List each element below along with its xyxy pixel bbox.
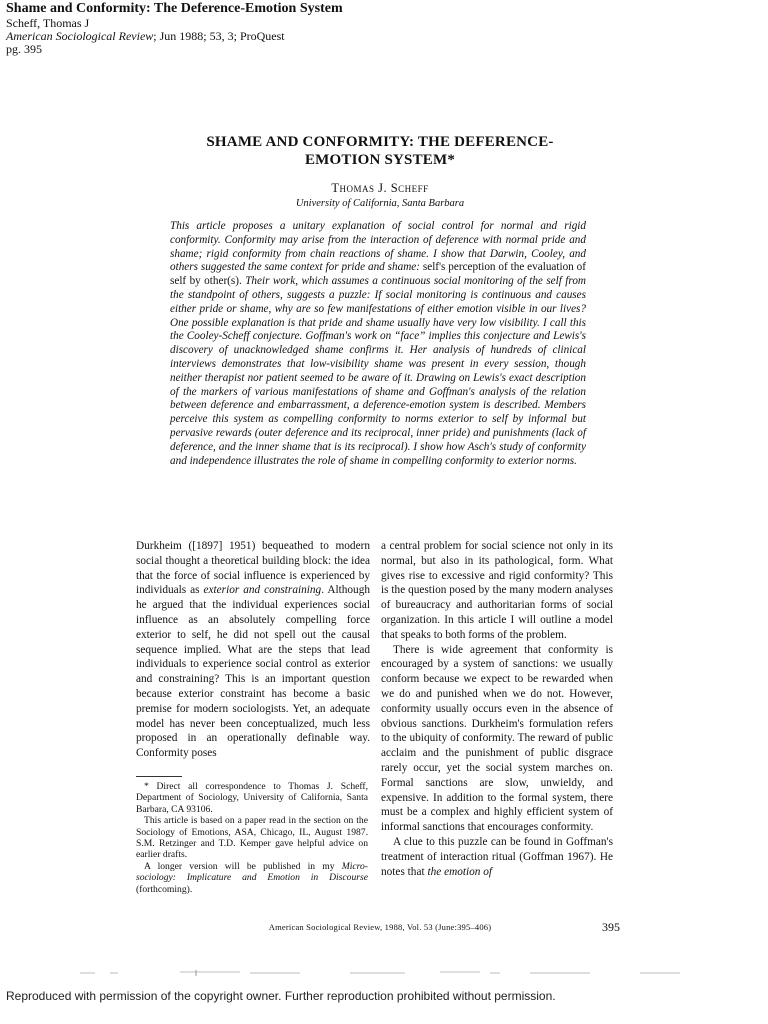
scan-artifact-lines (0, 970, 768, 976)
proquest-title: Shame and Conformity: The Deference-Emotion System (6, 1, 343, 16)
right-paragraph-3 (381, 835, 613, 879)
page-number: 395 (602, 920, 620, 934)
left-paragraph-1 (136, 539, 370, 761)
left-p1-text-a: Durkheim ([1897] 1951) bequeathed to modern social thought a theoretical building block: the idea that the force of social influence is experienced by individuals as (136, 540, 370, 597)
proquest-header (6, 1, 446, 56)
abstract-part-2: self's perception of the evaluation of self by other(s). (170, 261, 586, 288)
body-right-column (381, 539, 613, 879)
abstract-part-1: This article proposes a unitary explanation of social control for normal and rigid conformity. Conformity may arise from the interaction of deference with normal pride and shame; rigid conformity from chain reactions of shame. I show that Darwin, Cooley, and others suggested the same context for pride and shame: (170, 220, 586, 274)
right-paragraph-1: a central problem for social science not only in its normal, but also in its pathological, form. What gives rise to excessive and rigid conformity? This is the question posed by the many modern analyses of bureaucracy and authoritarian forms of social organization. In this article I will outline a model that speaks to both forms of the problem. (381, 540, 613, 641)
abstract (170, 220, 586, 468)
footnote-rule (136, 776, 182, 777)
proquest-journal: American Sociological Review (6, 29, 154, 43)
left-p1-emphasis: exterior and constraining (203, 584, 322, 597)
footnote-3-text-b: (forthcoming). (136, 883, 193, 895)
article-title-line-1: SHAME AND CONFORMITY: THE DEFERENCE- (206, 134, 554, 150)
footnote-2: This article is based on a paper read in the section on the Sociology of Emotions, ASA, Chicago, IL, August 1987. S.M. Retzinger and T.D. Kemper gave helpful advice on earlier drafts. (136, 815, 368, 861)
proquest-author: Scheff, Thomas J (6, 16, 90, 30)
footnote-1: * Direct all correspondence to Thomas J. Scheff, Department of Sociology, University of California, Santa Barbara, CA 93106. (136, 781, 368, 815)
copyright-notice: Reproduced with permission of the copyright owner. Further reproduction prohibited without permission. (6, 989, 556, 1003)
article-author: Thomas J. Scheff (331, 181, 429, 195)
right-p3-text-a: A clue to this puzzle can be found in Goffman's treatment of interaction ritual (Goffman 1967). He notes that (381, 835, 613, 878)
footnote-3 (136, 861, 368, 895)
running-footer: American Sociological Review, 1988, Vol. 53 (June:395–406) (268, 922, 492, 932)
abstract-part-3: Their work, which assumes a continuous social monitoring of the self from the standpoint of others, suggests a puzzle: If social monitoring is continuous and causes either pride or shame, why are so few manifestations of either emotion visible in our lives? One possible explanation is that pride and shame usually have very low visibility. I call this the Cooley-Scheff conjecture. Goffman's work on “face” implies this conjecture and Lewis's discovery of unacknowledged shame confirms it. Her analysis of hundreds of clinical interviews demonstrates that low-visibility shame was present in every session, though neither therapist nor patient seemed to be aware of it. Drawing on Lewis's exact description of the markers of various manifestations of shame and Goffman's analysis of the relation between deference and embarrassment, a deference-emotion system is described. Members perceive this system as compelling conformity to norms exterior to self by informal but pervasive rewards (outer deference and its reciprocal, inner pride) and punishments (lack of deference, and the inner shame that is its reciprocal). I show how Asch's study of conformity and independence illustrates the role of shame in compelling conformity to exterior norms. (170, 275, 586, 467)
footnotes (136, 781, 368, 895)
right-p3-emphasis: the emotion of (427, 865, 493, 878)
footnote-3-text-a: A longer version will be published in my (144, 860, 342, 872)
proquest-source (6, 30, 446, 43)
article-affiliation: University of California, Santa Barbara (295, 198, 465, 209)
proquest-pages: pg. 395 (6, 42, 42, 56)
article-title (190, 133, 570, 169)
right-paragraph-2: There is wide agreement that conformity is encouraged by a system of sanctions: we usually conform because we expect to be rewarded when we do and punished when we do not. However, conformity usually occurs even in the absence of obvious sanctions. Durkheim's formulation refers to the ubiquity of conformity. The reward of public acclaim and the punishment of public disgrace rarely occur, yet the social system marches on. Formal sanctions are slow, unwieldy, and expensive. In addition to the formal system, there must be a complex and highly efficient system of informal sanctions that encourages conformity. (381, 643, 613, 834)
footnote-3-emphasis: Micro-sociology: Implicature and Emotion in Discourse (136, 860, 368, 884)
article-title-line-2: EMOTION SYSTEM* (304, 152, 456, 168)
proquest-source-details: ; Jun 1988; 53, 3; ProQuest (153, 29, 285, 43)
left-p1-text-b: . Although he argued that the individual experiences social influence as an absolutely compelling force exterior to self, he did not spell out the causal sequence implied. What are the steps that lead individuals to experience social control as exterior and constraining? This is an important question because exterior constraint has become a basic premise for modern sociologists. Yet, an adequate model has never been conceptualized, much less proposed in an operationally definable way. Conformity poses (136, 584, 370, 760)
body-left-column (136, 539, 370, 761)
